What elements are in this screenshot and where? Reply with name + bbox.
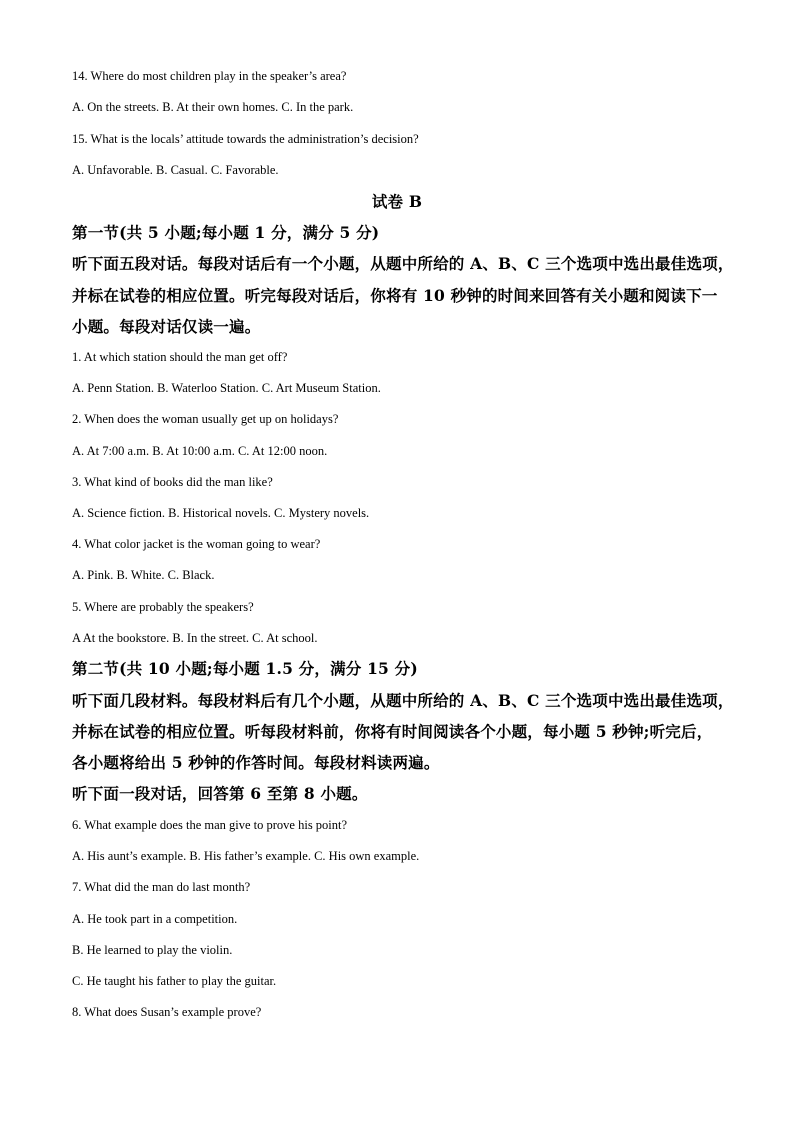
question-3-options: A. Science fiction. B. Historical novels. C. Mystery novels.: [72, 506, 370, 520]
question-1-options: A. Penn Station. B. Waterloo Station. C. Art Museum Station.: [72, 381, 381, 395]
part1-instruction-line: 小题。每段对话仅读一遍。: [72, 317, 261, 336]
question-6: 6. What example does the man give to prove his point?: [72, 818, 348, 832]
question-15-options: A. Unfavorable. B. Casual. C. Favorable.: [72, 163, 279, 177]
question-4: 4. What color jacket is the woman going to wear?: [72, 537, 321, 551]
part2-subheading: 听下面一段对话，回答第 6 至第 8 小题。: [72, 784, 368, 803]
question-7-option-b: B. He learned to play the violin.: [72, 943, 233, 957]
question-2: 2. When does the woman usually get up on holidays?: [72, 412, 339, 426]
part2-instruction-line: 并标在试卷的相应位置。听每段材料前，你将有时间阅读各个小题，每小题 5 秒钟;听完后，: [72, 722, 713, 741]
part1-instruction-line: 并标在试卷的相应位置。听完每段对话后，你将有 10 秒钟的时间来回答有关小题和阅读下一: [72, 286, 718, 305]
question-5-options: A At the bookstore. B. In the street. C. At school.: [72, 631, 318, 645]
question-8: 8. What does Susan’s example prove?: [72, 1005, 262, 1019]
paper-b-title: 试卷 B: [371, 192, 423, 211]
question-1: 1. At which station should the man get off?: [72, 350, 288, 364]
question-5: 5. Where are probably the speakers?: [72, 600, 254, 614]
question-7-option-a: A. He took part in a competition.: [72, 912, 238, 926]
question-7-option-c: C. He taught his father to play the guitar.: [72, 974, 277, 988]
question-3: 3. What kind of books did the man like?: [72, 475, 273, 489]
question-2-options: A. At 7:00 a.m. B. At 10:00 a.m. C. At 12:00 noon.: [72, 444, 328, 458]
question-7: 7. What did the man do last month?: [72, 880, 251, 894]
part2-heading: 第二节(共 10 小题;每小题 1.5 分，满分 15 分): [72, 659, 418, 678]
question-14-options: A. On the streets. B. At their own homes. C. In the park.: [72, 100, 354, 114]
part1-instruction-line: 听下面五段对话。每段对话后有一个小题，从题中所给的 A、B、C 三个选项中选出最佳选项，: [72, 254, 734, 273]
part1-heading: 第一节(共 5 小题;每小题 1 分，满分 5 分): [72, 223, 380, 242]
question-14: 14. Where do most children play in the speaker’s area?: [72, 69, 347, 83]
question-4-options: A. Pink. B. White. C. Black.: [72, 568, 215, 582]
question-6-options: A. His aunt’s example. B. His father’s example. C. His own example.: [72, 849, 420, 863]
part2-instruction-line: 听下面几段材料。每段材料后有几个小题，从题中所给的 A、B、C 三个选项中选出最佳选项，: [72, 691, 734, 710]
question-15: 15. What is the locals’ attitude towards the administration’s decision?: [72, 132, 419, 146]
part2-instruction-line: 各小题将给出 5 秒钟的作答时间。每段材料读两遍。: [72, 753, 440, 772]
